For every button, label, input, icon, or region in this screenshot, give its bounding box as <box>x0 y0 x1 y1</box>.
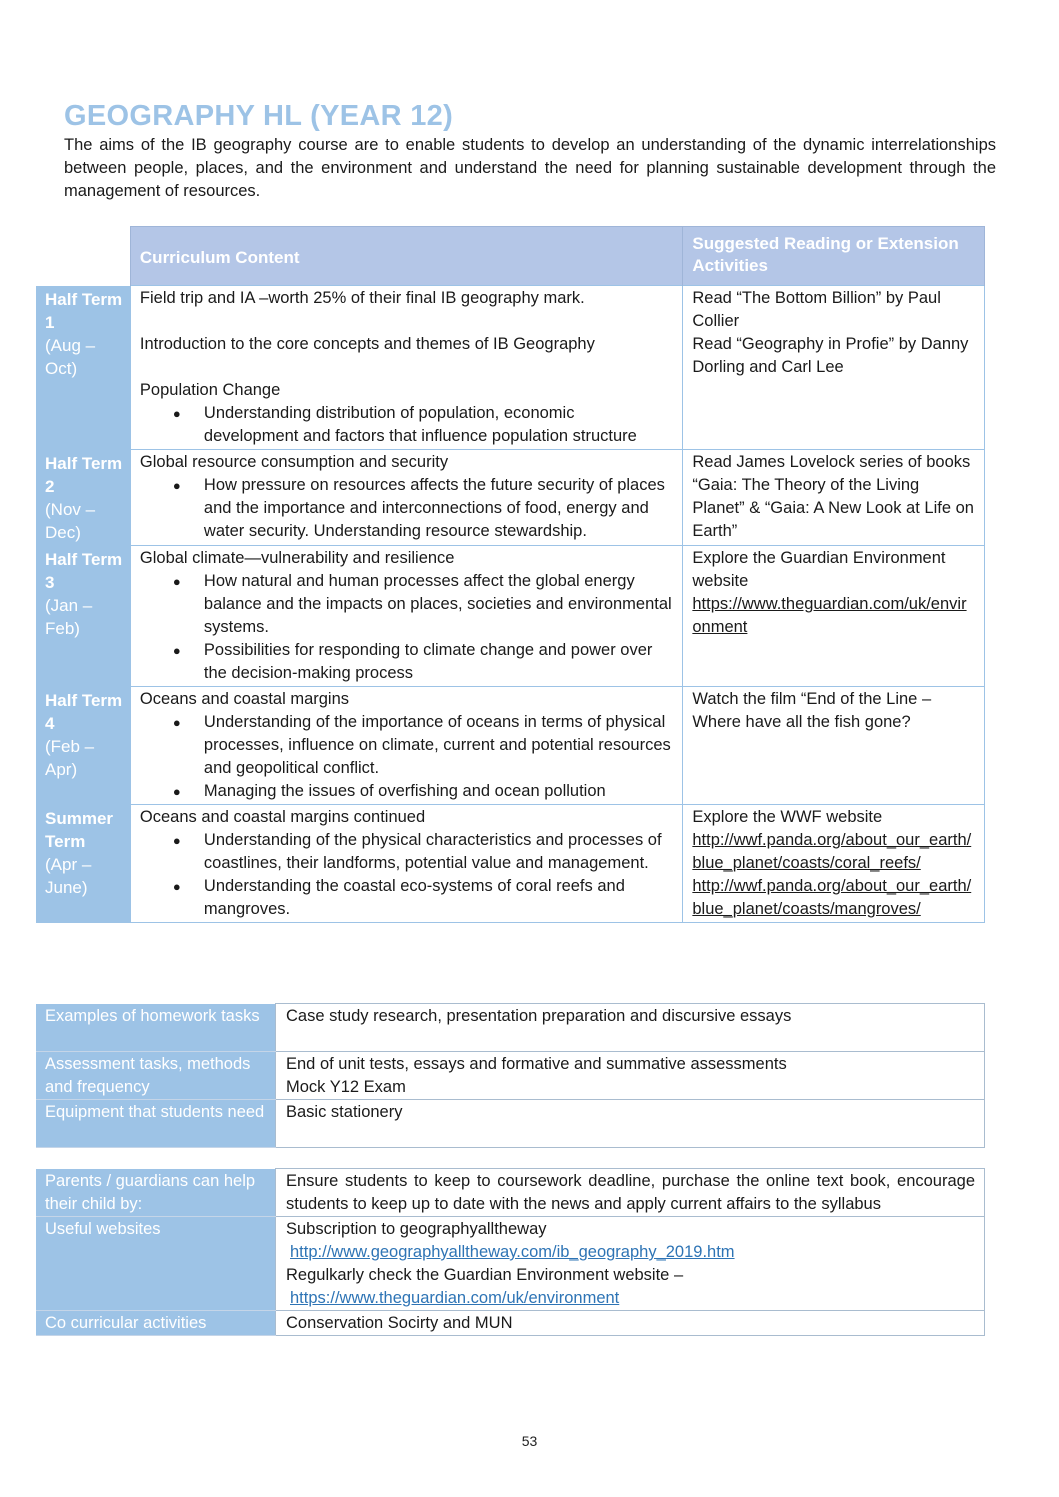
geographyalltheway-link[interactable]: http://www.geographyalltheway.com/ib_geography_2019.htm <box>290 1243 735 1261</box>
term-dates: (Feb – Apr) <box>45 736 95 779</box>
table-row <box>36 1169 985 1217</box>
guardian-link[interactable]: https://www.theguardian.com/uk/environment <box>692 595 967 636</box>
bullet-item: ● Understanding distribution of population, economic development and factors that influence population structure <box>204 402 673 448</box>
table-row <box>36 1100 985 1148</box>
term-dates: (Nov – Dec) <box>45 499 96 542</box>
content-heading: Global climate—vulnerability and resilience <box>139 549 455 567</box>
page-title: GEOGRAPHY HL (YEAR 12) <box>64 100 454 132</box>
row-value: Ensure students to keep to coursework deadline, purchase the online text book, encourage students to keep up to date with the news and apply current affairs to the syllabus <box>276 1169 985 1217</box>
row-value-line: Mock Y12 Exam <box>286 1078 406 1096</box>
content-heading: Population Change <box>139 381 281 399</box>
column-header-reading: Suggested Reading or Extension Activities <box>683 227 985 286</box>
content-cell <box>130 546 682 687</box>
page-number: 53 <box>521 1433 538 1449</box>
reading-text: Read “The Bottom Billion” by Paul Collier <box>692 289 941 330</box>
reading-text: Explore the WWF website <box>692 808 883 826</box>
content-heading: Oceans and coastal margins <box>139 690 350 708</box>
reading-cell <box>683 546 985 687</box>
reading-text: Read “Geography in Profie” by Danny Dorling and Carl Lee <box>692 335 969 376</box>
term-cell <box>36 546 130 687</box>
wwf-mangroves-link[interactable]: http://wwf.panda.org/about_our_earth/blue_planet/coasts/mangroves/ <box>692 877 972 918</box>
term-dates: (Jan – Feb) <box>45 595 93 638</box>
content-text: Field trip and IA –worth 25% of their final IB geography mark. <box>139 289 585 307</box>
reading-text: Explore the Guardian Environment website <box>692 549 946 590</box>
reading-cell <box>683 805 985 923</box>
term-cell <box>36 450 130 546</box>
website-text: Subscription to geographyalltheway <box>286 1220 547 1238</box>
bullet-item: ● Managing the issues of overfishing and ocean pollution <box>204 780 673 803</box>
table-row <box>36 1311 985 1336</box>
row-label: Useful websites <box>36 1217 276 1311</box>
term-cell <box>36 805 130 923</box>
reading-cell <box>683 450 985 546</box>
bullet-list <box>140 711 673 803</box>
row-label: Co curricular activities <box>36 1311 276 1336</box>
bullet-item: ● Understanding of the physical characteristics and processes of coastlines, their landforms, potential value and management. <box>204 829 673 875</box>
term-dates: (Aug – Oct) <box>45 335 96 378</box>
term-cell <box>36 286 130 450</box>
table-row <box>36 1052 985 1100</box>
curriculum-table <box>36 226 985 923</box>
content-cell <box>130 687 682 805</box>
row-label: Parents / guardians can help their child by: <box>36 1169 276 1217</box>
term-cell <box>36 687 130 805</box>
empty-corner-cell <box>36 227 130 286</box>
content-heading: Oceans and coastal margins continued <box>139 808 426 826</box>
bullet-list <box>140 570 673 685</box>
term-name: Half Term 3 <box>45 549 123 592</box>
term-name: Half Term 1 <box>45 289 123 332</box>
parents-websites-table <box>36 1168 985 1336</box>
bullet-list <box>140 402 673 448</box>
reading-text: Watch the film “End of the Line – Where have all the fish gone? <box>692 690 932 731</box>
bullet-item: ● Understanding the coastal eco-systems of coral reefs and mangroves. <box>204 875 673 921</box>
homework-assessment-table <box>36 1003 985 1148</box>
reading-cell <box>683 687 985 805</box>
row-value: Case study research, presentation preparation and discursive essays <box>276 1004 985 1052</box>
row-value: Conservation Socirty and MUN <box>276 1311 985 1336</box>
reading-text: Read James Lovelock series of books “Gaia: The Theory of the Living Planet” & “Gaia: A New Look at Life on Earth” <box>692 453 974 540</box>
table-row <box>36 1217 985 1311</box>
curriculum-header-row <box>36 227 985 286</box>
intro-paragraph: The aims of the IB geography course are to enable students to develop an understanding of the dynamic interrelationships between people, places, and the environment and understand the need for planning sustainable development through the management of resources. <box>64 136 996 200</box>
bullet-list <box>140 474 673 543</box>
bullet-item: ● Possibilities for responding to climate change and power over the decision-making process <box>204 639 673 685</box>
term-name: Half Term 2 <box>45 453 123 496</box>
content-text: Introduction to the core concepts and themes of IB Geography <box>139 335 595 353</box>
term-name: Summer Term <box>45 808 114 851</box>
content-heading: Global resource consumption and security <box>139 453 449 471</box>
bullet-list <box>140 829 673 921</box>
row-value <box>276 1052 985 1100</box>
table-row <box>36 1004 985 1052</box>
content-cell <box>130 805 682 923</box>
bullet-item: ● How natural and human processes affect the global energy balance and the impacts on places, societies and environmental systems. <box>204 570 673 639</box>
reading-cell <box>683 286 985 450</box>
table-row <box>36 805 985 923</box>
wwf-coral-reefs-link[interactable]: http://wwf.panda.org/about_our_earth/blue_planet/coasts/coral_reefs/ <box>692 831 972 872</box>
term-name: Half Term 4 <box>45 690 123 733</box>
row-label: Examples of homework tasks <box>36 1004 276 1052</box>
row-label: Equipment that students need <box>36 1100 276 1148</box>
term-dates: (Apr – June) <box>45 854 92 897</box>
table-row <box>36 286 985 450</box>
row-value <box>276 1217 985 1311</box>
table-row <box>36 687 985 805</box>
website-text: Regulkarly check the Guardian Environment website – <box>286 1266 684 1284</box>
content-cell <box>130 450 682 546</box>
row-label: Assessment tasks, methods and frequency <box>36 1052 276 1100</box>
table-row <box>36 546 985 687</box>
guardian-environment-link[interactable]: https://www.theguardian.com/uk/environment <box>290 1289 620 1307</box>
row-value-line: End of unit tests, essays and formative and summative assessments <box>286 1055 787 1073</box>
content-cell <box>130 286 682 450</box>
bullet-item: ● How pressure on resources affects the future security of places and the importance and interconnections of food, energy and water security. Understanding resource stewardship. <box>204 474 673 543</box>
bullet-item: ● Understanding of the importance of oceans in terms of physical processes, influence on climate, current and potential resources and geopolitical conflict. <box>204 711 673 780</box>
column-header-content: Curriculum Content <box>130 227 682 286</box>
table-row <box>36 450 985 546</box>
row-value: Basic stationery <box>276 1100 985 1148</box>
